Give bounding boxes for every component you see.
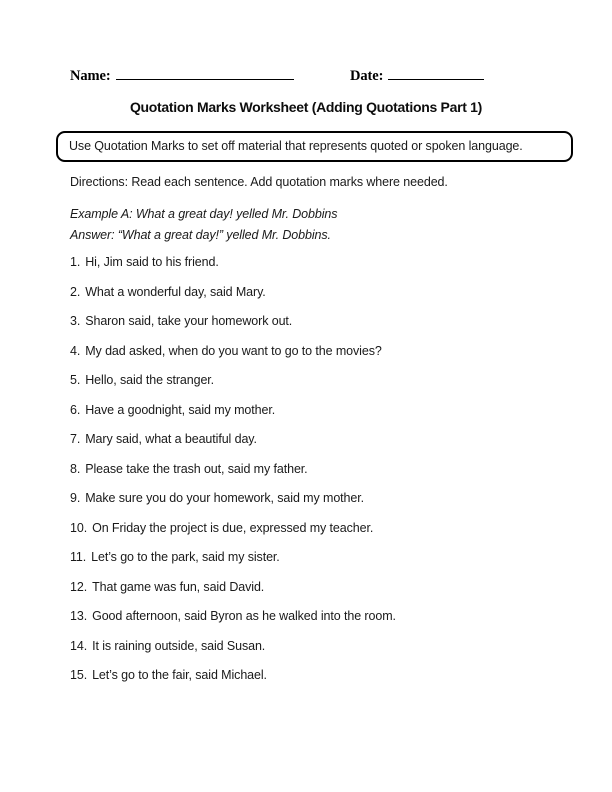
item-text: Good afternoon, said Byron as he walked into the room. (92, 609, 396, 623)
item-number: 10. (70, 520, 88, 535)
item-number: 12. (70, 579, 88, 594)
item-number: 2. (70, 284, 81, 299)
item-text: Let’s go to the park, said my sister. (91, 550, 280, 564)
item-text: Mary said, what a beautiful day. (85, 432, 257, 446)
item-text: My dad asked, when do you want to go to the movies? (85, 343, 382, 358)
list-item (70, 492, 572, 506)
list-item (70, 374, 572, 388)
list-item (70, 286, 572, 300)
item-number: 13. (70, 609, 88, 623)
date-label: Date: (350, 68, 384, 84)
item-text: On Friday the project is due, expressed my teacher. (92, 520, 374, 535)
list-item (70, 551, 572, 565)
item-text: Hi, Jim said to his friend. (85, 255, 219, 269)
date-blank-line (388, 66, 484, 80)
item-number: 3. (70, 314, 81, 328)
example-answer: Answer: “What a great day!” yelled Mr. Dobbins. (70, 228, 331, 242)
item-number: 15. (70, 668, 88, 682)
name-label: Name: (70, 68, 111, 84)
rule-box (56, 131, 573, 162)
list-item (70, 433, 572, 447)
item-number: 1. (70, 255, 81, 269)
item-number: 11. (70, 550, 87, 564)
item-text: Sharon said, take your homework out. (85, 314, 293, 328)
header-row (70, 66, 572, 83)
list-item (70, 640, 572, 654)
item-number: 8. (70, 461, 81, 476)
date-field-group (350, 66, 484, 85)
item-number: 4. (70, 343, 81, 358)
name-blank-line (116, 66, 294, 80)
list-item (70, 581, 572, 595)
item-text: Have a goodnight, said my mother. (85, 402, 276, 417)
list-item (70, 345, 572, 359)
page-title: Quotation Marks Worksheet (Adding Quotations Part 1) (129, 99, 483, 115)
item-text: It is raining outside, said Susan. (92, 638, 266, 653)
item-text: Make sure you do your homework, said my mother. (85, 491, 364, 505)
sentence-list (70, 256, 572, 683)
directions-text: Directions: Read each sentence. Add quotation marks where needed. (70, 175, 448, 189)
item-number: 5. (70, 373, 81, 387)
item-text: That game was fun, said David. (92, 579, 265, 594)
name-field-group (70, 66, 294, 85)
list-item (70, 404, 572, 418)
item-text: Hello, said the stranger. (85, 373, 215, 387)
list-item (70, 669, 572, 683)
item-number: 7. (70, 432, 81, 446)
list-item (70, 522, 572, 536)
item-number: 6. (70, 402, 81, 417)
list-item (70, 610, 572, 624)
item-text: Please take the trash out, said my father. (85, 461, 308, 476)
item-number: 14. (70, 638, 88, 653)
list-item (70, 315, 572, 329)
item-text: What a wonderful day, said Mary. (85, 284, 266, 299)
item-text: Let’s go to the fair, said Michael. (92, 668, 267, 682)
example-prompt: Example A: What a great day! yelled Mr. Dobbins (70, 207, 338, 221)
example-block (70, 204, 572, 246)
list-item (70, 256, 572, 270)
list-item (70, 463, 572, 477)
item-number: 9. (70, 491, 81, 505)
rule-box-text: Use Quotation Marks to set off material that represents quoted or spoken language. (69, 139, 523, 153)
